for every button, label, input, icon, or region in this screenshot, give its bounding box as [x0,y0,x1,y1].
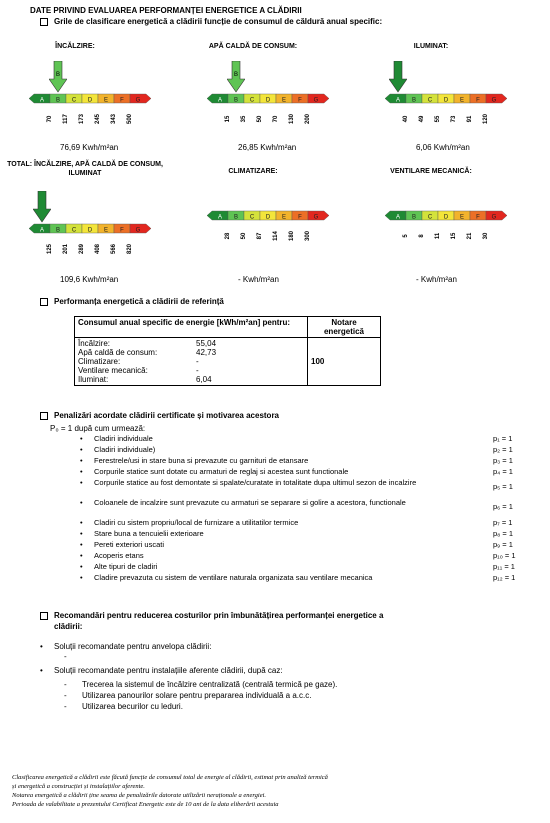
gauge-letter: C [249,214,255,221]
gauge-tick-label: 49 [419,115,425,123]
gauge-tick-label: 8 [419,234,425,238]
penalty-text: Acoperis etans [94,551,144,560]
gauge-tick-label: 201 [63,244,69,255]
penalty-value: p₄ = 1 [493,467,513,476]
gauge-letter: D [265,97,271,104]
gauge-letter: F [476,214,480,221]
penalty-value: p₃ = 1 [493,456,513,465]
gauge-letter: B [233,214,239,221]
reference-row [78,375,304,384]
gauge-letter: E [459,214,465,221]
penalty-text: Pereti exteriori uscati [94,540,165,549]
gauge-tick-label: 408 [95,244,101,255]
gauge-title: ÎNCĂLZIRE: [55,43,95,50]
penalty-text: Alte tipuri de cladiri [94,562,158,571]
gauge-value: - Kwh/m²an [238,275,279,284]
penalty-text: Cladire prevazuta cu sistem de ventilare naturala organizata sau ventilare mecanica [94,573,373,582]
grid-subtitle-text: Grile de clasificare energetică a clădirii funcție de consumul de căldură anual specific: [54,17,383,26]
bullet-icon: • [80,562,83,571]
gauge-title: TOTAL: ÎNCĂLZIRE, APĂ CALDĂ DE CONSUM, ILUMINAT [7,161,163,177]
gauge-tick-label: 70 [47,115,53,123]
penalty-value: p₆ = 1 [493,502,513,511]
gauge-tick-label: 15 [451,232,457,240]
penalty-value: p₁₁ = 1 [493,562,515,571]
recommendations-heading [40,611,383,620]
bullet-icon: • [80,498,83,507]
gauge-letter: F [120,97,124,104]
gauge-letter: C [249,97,255,104]
gauge-letter: B [233,97,239,104]
reference-col1-header: Consumul anual specific de energie [kWh/m²an] pentru: [75,317,308,338]
reference-row-label: Apă caldă de consum: [78,348,158,357]
envelope-bullet: • [40,642,43,651]
gauge-title: APĂ CALDĂ DE CONSUM: [208,43,298,50]
gauge-value: - Kwh/m²an [416,275,457,284]
reference-row-value: 55,04 [196,339,217,348]
installations-label: Soluții recomandate pentru instalațiile aferente clădirii, după caz: [54,666,283,675]
gauge-tick-label: 5 [403,234,409,238]
checkbox-icon [40,298,48,306]
penalty-text: Stare buna a tencuielii exterioare [94,529,204,538]
recommendation-text: Utilizarea becurilor cu leduri. [82,702,183,711]
gauge-letter: D [87,227,93,234]
gauge-tick-label: 500 [127,114,133,125]
penalty-p0: P₀ = 1 după cum urmează: [50,424,146,433]
envelope-label: Soluții recomandate pentru anvelopa clădirii: [54,642,212,651]
gauge-tick-label: 180 [289,231,295,242]
penalty-text: Coloanele de incalzire sunt prevazute cu armaturi se separare si golire a acestora, functionale [94,498,406,507]
recommendations-heading-2: clădirii: [54,622,83,631]
bullet-icon: • [80,540,83,549]
gauge-letter: C [427,97,433,104]
footer-line: Clasificarea energetică a clădirii este făcută funcție de consumul total de energie al clădirii, estimat prin analiză termică [12,774,328,781]
gauge-letter: F [298,214,302,221]
penalty-value: p₁₀ = 1 [493,551,516,560]
reference-table-wrap [74,316,381,386]
reference-values-cell [75,338,308,386]
gauge-tick-label: 50 [257,115,263,123]
page-title: DATE PRIVIND EVALUAREA PERFORMANȚEI ENERGETICE A CLĂDIRII [30,6,302,15]
gauge-segment-g [486,211,507,220]
gauge-value: 76,69 Kwh/m²an [60,143,119,152]
dash-bullet: - [64,702,67,711]
bullet-icon: • [80,456,83,465]
checkbox-icon [40,612,48,620]
reference-rows [78,339,304,384]
gauge-tick-label: 300 [305,231,311,242]
gauge-letter: G [313,214,319,221]
reference-row-value: - [196,357,199,366]
gauge-segment-g [308,94,329,103]
gauge-letter: C [427,214,433,221]
gauge-tick-label: 91 [467,115,473,123]
gauge-tick-label: 15 [225,115,231,123]
gauge-letter: C [71,97,77,104]
grid-subtitle [40,17,382,26]
penalty-text: Cladiri individuale) [94,445,156,454]
gauge-segment-g [130,224,151,233]
gauge-title: CLIMATIZARE: [228,168,278,175]
gauge-letter: G [491,97,497,104]
reference-heading-text: Performanța energetică a clădirii de referință [54,297,224,306]
gauge-letter: B [411,214,417,221]
gauge-letter: A [39,227,45,234]
gauge-letter: A [39,97,45,104]
penalty-text: Corpurile statice sunt dotate cu armaturi de reglaj si acestea sunt functionale [94,467,349,476]
gauge-scale-bar [29,223,151,234]
gauge-letter: A [217,97,223,104]
gauge-scale-bar [207,93,329,104]
gauge-segment-g [130,94,151,103]
gauge-letter: A [217,214,223,221]
gauge-letter: D [87,97,93,104]
recommendations-heading-text: Recomandări pentru reducerea costurilor prin îmbunătățirea performanței energetice a [54,611,384,620]
penalty-value: p₂ = 1 [493,445,513,454]
gauge-tick-label: 114 [273,231,279,241]
dash-bullet: - [64,680,67,689]
gauge-title: VENTILARE MECANICĂ: [390,168,472,175]
reference-row [78,339,304,348]
reference-row [78,357,304,366]
gauge-tick-label: 200 [305,114,311,125]
svg-text:B: B [55,72,61,78]
gauge-letter: F [120,227,124,234]
gauge-tick-label: 566 [111,244,117,255]
recommendation-text: Trecerea la sistemul de încălzire centralizată (centrală termică pe gaze). [82,680,338,689]
gauge-segment-g [486,94,507,103]
gauge-tick-label: 30 [483,232,489,240]
gauge-tick-label: 11 [435,232,441,240]
gauge-value: 109,6 Kwh/m²an [60,275,119,284]
gauge-letter: C [71,227,77,234]
penalty-text: Corpurile statice au fost demontate si spalate/curatate in totalitate dupa ultimul sezon de incalzire [94,478,417,487]
bullet-icon: • [80,434,83,443]
penalty-value: p₅ = 1 [493,482,513,491]
gauge-arrow-icon [227,61,245,93]
bullet-icon: • [80,478,83,487]
gauge-letter: E [459,97,465,104]
gauge-tick-label: 245 [95,114,101,125]
reference-heading [40,297,224,306]
gauge-value: 6,06 Kwh/m²an [416,143,470,152]
reference-row-label: Încălzire: [78,339,111,348]
gauge-letter: G [313,97,319,104]
penalty-value: p₇ = 1 [493,518,513,527]
penalty-text: Cladiri cu sistem propriu/local de furnizare a utilitatilor termice [94,518,299,527]
gauge-value: 26,85 Kwh/m²an [238,143,297,152]
bullet-icon: • [80,467,83,476]
gauge-tick-label: 73 [451,115,457,123]
gauge-letter: D [443,214,449,221]
gauge-tick-label: 87 [257,232,263,240]
gauge-letter: G [135,227,141,234]
gauge-tick-label: 125 [47,244,53,255]
reference-row-label: Iluminat: [78,375,109,384]
dash-bullet: - [64,691,67,700]
penalty-value: p₉ = 1 [493,540,513,549]
bullet-icon: • [80,529,83,538]
reference-row-label: Ventilare mecanică: [78,366,148,375]
gauge-letter: G [491,214,497,221]
gauge-tick-label: 55 [435,115,441,123]
gauge-tick-label: 40 [403,115,409,123]
bullet-icon: • [80,518,83,527]
bullet-icon: • [80,551,83,560]
gauge-tick-label: 343 [111,114,117,125]
reference-note: 100 [308,338,381,386]
gauge-segment-g [308,211,329,220]
gauge-tick-label: 173 [79,114,85,125]
reference-row [78,348,304,357]
gauge-tick-label: 120 [483,114,489,125]
gauge-letter: E [281,214,287,221]
gauge-tick-label: 130 [289,114,295,125]
gauge-letter: D [265,214,271,221]
footer-line: Perioada de valabilitate a prezentului Certificat Energetic este de 10 ani de la data eliberării acestuia [12,801,279,808]
svg-text:B: B [233,72,239,78]
reference-row-value: 42,73 [196,348,217,357]
bullet-icon: • [80,445,83,454]
gauge-title: ILUMINAT: [413,43,449,50]
gauge-letter: E [103,227,109,234]
penalty-value: p₁ = 1 [493,434,513,443]
gauge-tick-label: 117 [63,114,69,124]
checkbox-icon [40,412,48,420]
gauge-letter: F [476,97,480,104]
gauge-letter: B [55,227,61,234]
footer-line: și energetică a construcției și instalațiilor aferente. [12,783,145,790]
gauge-tick-label: 820 [127,244,133,255]
recommendation-item [64,702,183,711]
gauge-tick-label: 70 [273,115,279,123]
reference-row-value: 6,04 [196,375,212,384]
penalty-value: p₁₂ = 1 [493,573,516,582]
reference-table [74,316,381,386]
footer-line: Notarea energetică a clădirii ține seama de penalizările datorate utilizării neraționale a energiei. [12,792,267,799]
gauge-arrow-icon [49,61,67,93]
gauge-tick-label: 35 [241,115,247,123]
installations-bullet: • [40,666,43,675]
gauge-scale-bar [385,210,507,221]
penalty-text: Ferestrele/usi in stare buna si prevazute cu garnituri de etansare [94,456,309,465]
gauge-letter: G [135,97,141,104]
gauge-tick-label: 50 [241,232,247,240]
recommendation-item [64,691,311,700]
gauge-tick-label: 21 [467,232,473,240]
gauge-scale-bar [385,93,507,104]
checkbox-icon [40,18,48,26]
gauge-letter: B [55,97,61,104]
gauge-scale-bar [29,93,151,104]
reference-col2-header: Notare energetică [308,317,381,338]
gauge-letter: E [103,97,109,104]
gauge-letter: E [281,97,287,104]
bullet-icon: • [80,573,83,582]
reference-row-value: - [196,366,199,375]
envelope-dash: - [64,652,67,661]
gauge-letter: B [411,97,417,104]
penalties-heading-text: Penalizări acordate clădirii certificate și motivarea acestora [54,411,279,420]
penalty-text: Cladiri individuale [94,434,153,443]
gauge-arrow-icon [389,61,407,93]
gauge-letter: A [395,214,401,221]
recommendation-text: Utilizarea panourilor solare pentru prepararea individuală a a.c.c. [82,691,312,700]
penalties-heading [40,411,279,420]
gauge-tick-label: 28 [225,232,231,240]
recommendation-item [64,680,337,689]
gauge-tick-label: 289 [79,244,85,255]
penalty-value: p₈ = 1 [493,529,513,538]
gauge-arrow-icon [33,191,51,223]
gauge-letter: A [395,97,401,104]
gauge-letter: D [443,97,449,104]
reference-row [78,366,304,375]
reference-row-label: Climatizare: [78,357,121,366]
gauge-scale-bar [207,210,329,221]
gauge-letter: F [298,97,302,104]
